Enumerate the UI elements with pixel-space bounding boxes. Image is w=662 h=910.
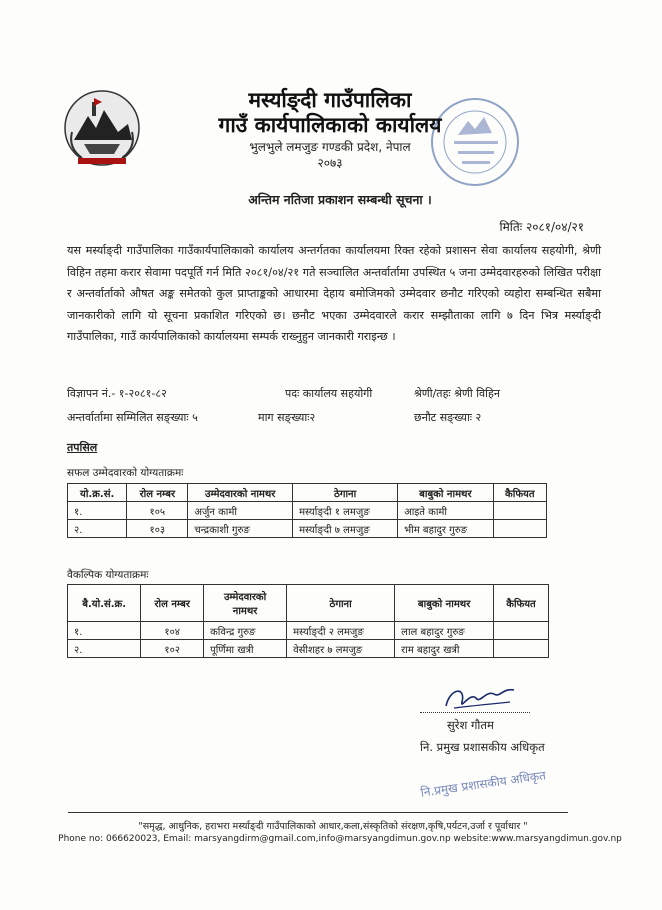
footer-contact: Phone no: 066620023, Email: marsyangdirm@gmail.com,info@marsyangdimun.gov.np website:www.marsyangdimun.gov.np — [58, 834, 622, 844]
header-cell: बै.यो.सं.क्र. — [68, 585, 141, 622]
nepal-emblem-icon — [62, 88, 142, 168]
table-cell: १०२ — [141, 640, 204, 658]
office-name: गाउँ कार्यपालिकाको कार्यालय — [218, 113, 442, 137]
alternate-table — [67, 584, 549, 658]
footer-divider — [68, 812, 568, 813]
vacancy-number: विज्ञापन नं.- १-२०८१-८२ — [67, 387, 167, 400]
table-cell: आइते कामी — [398, 502, 493, 520]
table-header-row — [68, 585, 549, 622]
demand-count: माग सङ्ख्याः२ — [258, 411, 316, 424]
table-cell: २. — [68, 640, 141, 658]
notice-date: मितिः २०८१/०४/२१ — [499, 220, 584, 234]
table-cell: १०५ — [127, 502, 188, 520]
success-caption: सफल उम्मेदवारको योग्यताक्रमः — [67, 467, 184, 479]
table-cell — [493, 520, 546, 538]
municipality-name: मर्स्याङ्दी गाउँपालिका — [248, 88, 412, 112]
office-address: भुलभुले लमजुङ गण्डकी प्रदेश, नेपाल — [249, 140, 411, 154]
grade-level: श्रेणी/तहः श्रेणी विहिन — [414, 387, 500, 400]
table-cell: मर्स्याङ्दी १ लमजुङ — [293, 502, 398, 520]
table-cell: १. — [68, 502, 127, 520]
post-name: पदः कार्यालय सहयोगी — [285, 387, 373, 400]
signatory-name: सुरेश गौतम — [447, 718, 494, 732]
table-cell: मर्स्याङ्दी ७ लमजुङ — [293, 520, 398, 538]
signature-icon — [440, 680, 520, 716]
table-cell: राम बहादुर खत्री — [395, 640, 494, 658]
table-cell: भीम बहादुर गुरुङ — [398, 520, 493, 538]
selected-count: छनौट सङ्ख्याः २ — [414, 411, 482, 424]
table-cell: मर्स्याङ्दी २ लमजुङ — [287, 622, 395, 640]
table-row — [68, 520, 547, 538]
table-cell: १०४ — [141, 622, 204, 640]
header-cell: रोल नम्बर — [141, 585, 204, 622]
table-header-row — [68, 484, 547, 502]
table-cell — [494, 640, 549, 658]
success-table — [67, 483, 547, 538]
table-cell: २. — [68, 520, 127, 538]
signatory-title: नि. प्रमुख प्रशासकीय अधिकृत — [420, 740, 545, 754]
header-cell: यो.क्र.सं. — [68, 484, 127, 502]
table-cell: कविन्द्र गुरुङ — [204, 622, 287, 640]
header-cell: उम्मेदवारको नामथर — [188, 484, 293, 502]
table-row — [68, 502, 547, 520]
table-cell — [493, 502, 546, 520]
signatory-stamp: नि.प्रमुख प्रशासकीय अधिकृत — [419, 768, 547, 800]
alternate-caption: वैकल्पिक योग्यताक्रमः — [67, 569, 149, 581]
signature-line — [420, 712, 530, 713]
header-cell: कैफियत — [493, 484, 546, 502]
header-cell: उम्मेदवारको नामथर — [204, 585, 287, 622]
header-cell: रोल नम्बर — [127, 484, 188, 502]
established-year: २०७३ — [317, 156, 343, 170]
header-cell: ठेगाना — [293, 484, 398, 502]
table-cell: चन्द्रकाशी गुरुङ — [188, 520, 293, 538]
table-cell: वेसीशहर ७ लमजुङ — [287, 640, 395, 658]
notice-title: अन्तिम नतिजा प्रकाशन सम्बन्धी सूचना । — [248, 192, 432, 207]
header-cell: कैफियत — [494, 585, 549, 622]
table-cell — [494, 622, 549, 640]
header-cell: बाबुको नामथर — [398, 484, 493, 502]
footer-motto: "समृद्ध, आधुनिक, हराभरा मर्स्याङ्दी गाउँपालिकाको आधार,कला,संस्कृतिको संरक्षण,कृषि,पर्यटन,उर्जा र पूर्वाधार " — [138, 821, 528, 832]
header-cell: बाबुको नामथर — [395, 585, 494, 622]
table-row — [68, 640, 549, 658]
schedule-heading: तपसिल — [67, 441, 98, 454]
table-cell: पूर्णिमा खत्री — [204, 640, 287, 658]
interview-count: अन्तर्वार्तामा सम्मिलित सङ्ख्याः ५ — [67, 411, 198, 424]
table-cell: लाल बहादुर गुरुङ — [395, 622, 494, 640]
table-row — [68, 622, 549, 640]
table-cell: अर्जुन कामी — [188, 502, 293, 520]
header-cell: ठेगाना — [287, 585, 395, 622]
table-cell: १०३ — [127, 520, 188, 538]
table-cell: १. — [68, 622, 141, 640]
notice-body: यस मर्स्याङ्दी गाउँपालिका गाउँकार्यपालिकाको कार्यालय अन्तर्गतका कार्यालयमा रिक्त रहेको प्रशासन सेवा कार्यालय सहयोगी, श्रेणी विहिन तहमा करार सेवामा पदपूर्ति गर्न मिति २०८१/०४/२१ गते सञ्चालित अन्तर्वार्तामा उपस्थित ५ जना उम्मेदवारहरुको लिखित परीक्षा र अन्तर्वार्ताको औषत अङ्क समेतको कुल प्राप्ताङ्कको आधारमा देहाय बमोजिमको उम्मेदवार छनौट गरिएको व्यहोरा सम्बन्धित सबैमा जानकारीको लागि यो सूचना प्रकाशित गरिएको छ। छनौट भएका उम्मेदवारले करार सम्झौताका लागि ७ दिन भित्र मर्स्याङ्दी गाउँपालिका, गाउँ कार्यपालिकाको कार्यालयमा सम्पर्क राख्नुहुन जानकारी गराइन्छ । — [67, 244, 601, 343]
